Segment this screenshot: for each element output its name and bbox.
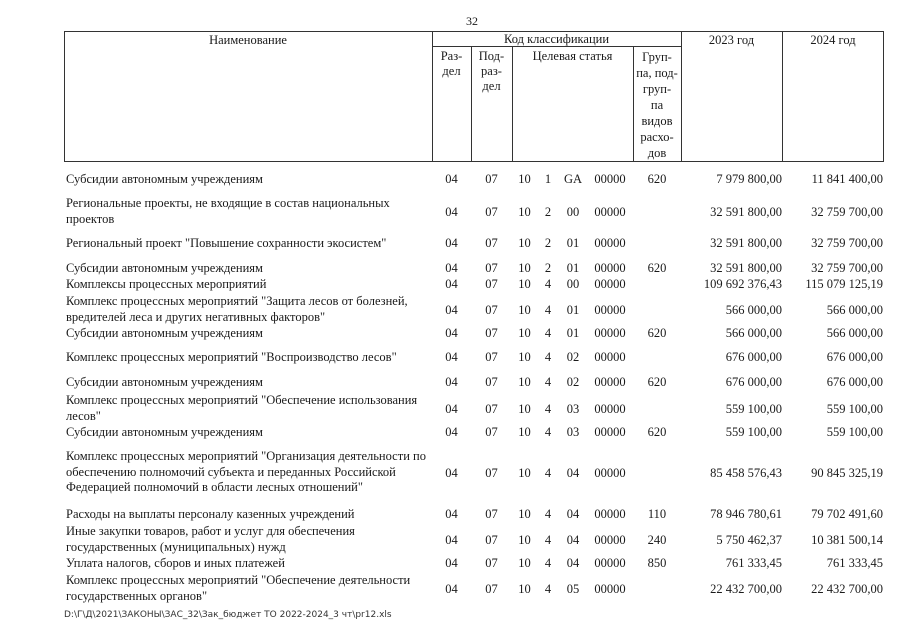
- target-event: 02: [566, 350, 580, 364]
- header-divider: [681, 31, 682, 162]
- amount-2023: 85 458 576,43: [710, 466, 782, 480]
- target-event: 02: [566, 375, 580, 389]
- page-number: 32: [466, 14, 478, 28]
- header-target: Целевая статья: [532, 49, 613, 63]
- amount-2024: 10 381 500,14: [811, 533, 883, 547]
- target-subprogram: 4: [544, 533, 552, 547]
- row-name: Субсидии автономным учреждениям: [66, 326, 263, 340]
- target-program: 10: [518, 261, 531, 275]
- table-row: [0, 172, 905, 188]
- amount-2024: 559 100,00: [826, 425, 883, 439]
- subsection-code: 07: [485, 533, 498, 547]
- target-subprogram: 4: [544, 326, 552, 340]
- amount-2024: 11 841 400,00: [811, 172, 883, 186]
- target-event: 01: [566, 261, 580, 275]
- table-row: [0, 425, 905, 441]
- table-row: [0, 449, 905, 497]
- subsection-code: 07: [485, 375, 498, 389]
- target-subprogram: 4: [544, 507, 552, 521]
- target-subprogram: 4: [544, 582, 552, 596]
- row-name: Субсидии автономным учреждениям: [66, 261, 263, 275]
- header-divider: [782, 31, 783, 162]
- expense-group: 850: [647, 556, 667, 570]
- target-program: 10: [518, 326, 531, 340]
- subsection-code: 07: [485, 236, 498, 250]
- expense-group: 240: [647, 533, 667, 547]
- target-event: 04: [566, 556, 580, 570]
- table-row: [0, 375, 905, 391]
- expense-group: 110: [647, 507, 667, 521]
- amount-2024: 90 845 325,19: [811, 466, 883, 480]
- subsection-code: 07: [485, 172, 498, 186]
- section-code: 04: [445, 326, 458, 340]
- header-2024: 2024 год: [810, 33, 856, 47]
- target-event: 04: [566, 507, 580, 521]
- row-name: Субсидии автономным учреждениям: [66, 172, 263, 186]
- subsection-code: 07: [485, 425, 498, 439]
- target-subprogram: 2: [544, 236, 552, 250]
- row-name: Региональные проекты, не входящие в состав национальных проектов: [66, 196, 390, 226]
- target-program: 10: [518, 425, 531, 439]
- target-event: 04: [566, 466, 580, 480]
- target-direction: 00000: [594, 350, 626, 364]
- expense-group: 620: [647, 326, 667, 340]
- target-program: 10: [518, 375, 531, 389]
- table-row: [0, 524, 905, 556]
- target-event: 04: [566, 533, 580, 547]
- section-code: 04: [445, 582, 458, 596]
- subsection-code: 07: [485, 261, 498, 275]
- table-row: [0, 196, 905, 228]
- target-event: 01: [566, 303, 580, 317]
- target-program: 10: [518, 533, 531, 547]
- target-event: 01: [566, 236, 580, 250]
- amount-2023: 5 750 462,37: [716, 533, 782, 547]
- subsection-code: 07: [485, 326, 498, 340]
- target-program: 10: [518, 350, 531, 364]
- target-event: 03: [566, 425, 580, 439]
- target-program: 10: [518, 582, 531, 596]
- table-row: [0, 277, 905, 293]
- header-group: Груп- па, под- груп- па видов расхо- дов: [636, 50, 678, 160]
- subsection-code: 07: [485, 507, 498, 521]
- amount-2024: 566 000,00: [826, 326, 883, 340]
- amount-2023: 559 100,00: [725, 402, 782, 416]
- subsection-code: 07: [485, 582, 498, 596]
- target-program: 10: [518, 303, 531, 317]
- section-code: 04: [445, 375, 458, 389]
- target-direction: 00000: [594, 425, 626, 439]
- expense-group: 620: [647, 261, 667, 275]
- table-row: [0, 507, 905, 523]
- amount-2024: 676 000,00: [826, 350, 883, 364]
- amount-2024: 79 702 491,60: [811, 507, 883, 521]
- header-subsection: Под- раз- дел: [478, 49, 505, 93]
- amount-2023: 109 692 376,43: [703, 277, 782, 291]
- table-row: [0, 573, 905, 605]
- amount-2023: 566 000,00: [725, 303, 782, 317]
- target-subprogram: 4: [544, 277, 552, 291]
- header-2023: 2023 год: [708, 33, 755, 47]
- target-direction: 00000: [594, 375, 626, 389]
- row-name: Комплекс процессных мероприятий "Воспроизводство лесов": [66, 350, 397, 364]
- expense-group: 620: [647, 375, 667, 389]
- expense-group: 620: [647, 425, 667, 439]
- amount-2023: 32 591 800,00: [710, 236, 782, 250]
- row-name: Субсидии автономным учреждениям: [66, 425, 263, 439]
- header-code: Код классификации: [503, 32, 610, 46]
- target-direction: 00000: [594, 172, 626, 186]
- section-code: 04: [445, 236, 458, 250]
- amount-2023: 559 100,00: [725, 425, 782, 439]
- row-name: Региональный проект "Повышение сохранности экосистем": [66, 236, 387, 250]
- target-program: 10: [518, 277, 531, 291]
- amount-2023: 761 333,45: [725, 556, 782, 570]
- table-row: [0, 236, 905, 252]
- section-code: 04: [445, 261, 458, 275]
- footer-file-path: D:\Г\Д\2021\ЗАКОНЫ\ЗАС_32\Зак_бюджет ТО 2022-2024_3 чт\pr12.xls: [64, 610, 392, 620]
- target-direction: 00000: [594, 326, 626, 340]
- section-code: 04: [445, 350, 458, 364]
- expense-group: 620: [647, 172, 667, 186]
- target-program: 10: [518, 205, 531, 219]
- row-name: Субсидии автономным учреждениям: [66, 375, 263, 389]
- header-section: Раз- дел: [440, 49, 463, 78]
- target-event: GA: [563, 172, 583, 186]
- target-event: 03: [566, 402, 580, 416]
- amount-2024: 559 100,00: [826, 402, 883, 416]
- target-direction: 00000: [594, 277, 626, 291]
- row-name: Расходы на выплаты персоналу казенных учреждений: [66, 507, 355, 521]
- target-program: 10: [518, 507, 531, 521]
- amount-2024: 32 759 700,00: [811, 261, 883, 275]
- target-direction: 00000: [594, 533, 626, 547]
- target-event: 05: [566, 582, 580, 596]
- amount-2024: 761 333,45: [826, 556, 883, 570]
- target-subprogram: 4: [544, 425, 552, 439]
- row-name: Комплексы процессных мероприятий: [66, 277, 267, 291]
- target-program: 10: [518, 466, 531, 480]
- row-name: Комплекс процессных мероприятий "Обеспечение использования лесов": [66, 393, 418, 423]
- row-name: Комплекс процессных мероприятий "Защита лесов от болезней, вредителей леса и других негативных факторов": [66, 294, 408, 324]
- subsection-code: 07: [485, 303, 498, 317]
- header-name: Наименование: [209, 33, 287, 47]
- target-program: 10: [518, 236, 531, 250]
- table-row: [0, 556, 905, 572]
- amount-2023: 7 979 800,00: [716, 172, 782, 186]
- subsection-code: 07: [485, 350, 498, 364]
- subsection-code: 07: [485, 556, 498, 570]
- target-direction: 00000: [594, 582, 626, 596]
- row-name: Уплата налогов, сборов и иных платежей: [66, 556, 285, 570]
- header-divider: [512, 47, 513, 162]
- section-code: 04: [445, 277, 458, 291]
- amount-2024: 566 000,00: [826, 303, 883, 317]
- table-row: [0, 326, 905, 342]
- amount-2023: 22 432 700,00: [710, 582, 782, 596]
- section-code: 04: [445, 466, 458, 480]
- target-direction: 00000: [594, 261, 626, 275]
- target-event: 01: [566, 326, 580, 340]
- target-direction: 00000: [594, 236, 626, 250]
- amount-2024: 115 079 125,19: [805, 277, 883, 291]
- target-event: 00: [566, 277, 580, 291]
- target-direction: 00000: [594, 205, 626, 219]
- table-row: [0, 393, 905, 425]
- target-subprogram: 2: [544, 261, 552, 275]
- target-program: 10: [518, 172, 531, 186]
- target-subprogram: 1: [544, 172, 552, 186]
- target-direction: 00000: [594, 507, 626, 521]
- subsection-code: 07: [485, 402, 498, 416]
- target-subprogram: 4: [544, 375, 552, 389]
- section-code: 04: [445, 507, 458, 521]
- amount-2024: 676 000,00: [826, 375, 883, 389]
- subsection-code: 07: [485, 205, 498, 219]
- target-subprogram: 4: [544, 303, 552, 317]
- section-code: 04: [445, 425, 458, 439]
- amount-2024: 32 759 700,00: [811, 205, 883, 219]
- amount-2024: 22 432 700,00: [811, 582, 883, 596]
- target-program: 10: [518, 556, 531, 570]
- target-direction: 00000: [594, 556, 626, 570]
- amount-2023: 32 591 800,00: [710, 261, 782, 275]
- amount-2024: 32 759 700,00: [811, 236, 883, 250]
- target-direction: 00000: [594, 402, 626, 416]
- row-name: Комплекс процессных мероприятий "Обеспечение деятельности государственных органов": [66, 573, 411, 603]
- target-direction: 00000: [594, 466, 626, 480]
- amount-2023: 566 000,00: [725, 326, 782, 340]
- table-row: [0, 261, 905, 277]
- target-event: 00: [566, 205, 580, 219]
- section-code: 04: [445, 402, 458, 416]
- target-subprogram: 4: [544, 466, 552, 480]
- target-subprogram: 4: [544, 350, 552, 364]
- table-row: [0, 350, 905, 366]
- row-name: Комплекс процессных мероприятий "Организация деятельности по обеспечению полномочий субъекта и переданных Российской Федерацией полномочий в области лесных отношений": [66, 449, 426, 494]
- section-code: 04: [445, 172, 458, 186]
- amount-2023: 676 000,00: [725, 375, 782, 389]
- table-row: [0, 294, 905, 326]
- amount-2023: 32 591 800,00: [710, 205, 782, 219]
- row-name: Иные закупки товаров, работ и услуг для обеспечения государственных (муниципальных) нужд: [66, 524, 355, 554]
- amount-2023: 78 946 780,61: [710, 507, 782, 521]
- target-subprogram: 4: [544, 556, 552, 570]
- section-code: 04: [445, 533, 458, 547]
- subsection-code: 07: [485, 466, 498, 480]
- section-code: 04: [445, 556, 458, 570]
- target-subprogram: 4: [544, 402, 552, 416]
- section-code: 04: [445, 303, 458, 317]
- target-program: 10: [518, 402, 531, 416]
- target-direction: 00000: [594, 303, 626, 317]
- section-code: 04: [445, 205, 458, 219]
- amount-2023: 676 000,00: [725, 350, 782, 364]
- target-subprogram: 2: [544, 205, 552, 219]
- subsection-code: 07: [485, 277, 498, 291]
